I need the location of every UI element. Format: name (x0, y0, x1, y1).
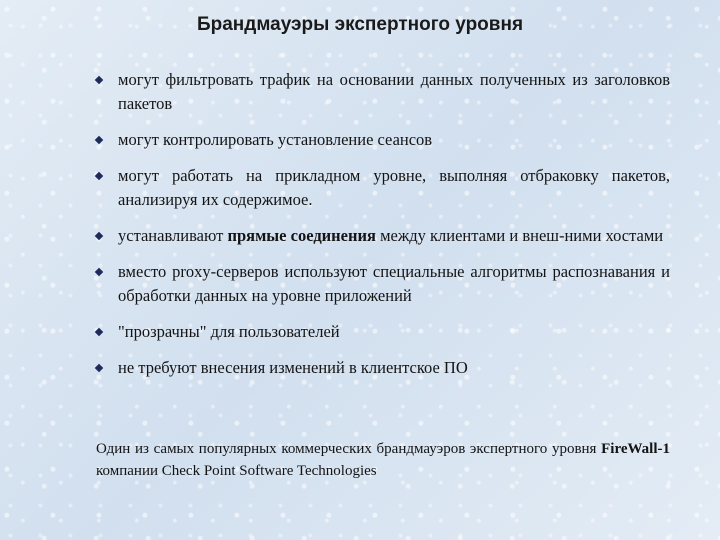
list-item (96, 356, 670, 380)
slide-title: Брандмауэры экспертного уровня (196, 14, 524, 35)
list-item (96, 320, 670, 344)
list-item (96, 164, 670, 212)
footer-text-after: компании Check Point Software Technologies (96, 463, 377, 479)
bullet-text-before: устанавливают (118, 226, 228, 245)
diamond-bullet-icon (95, 328, 103, 336)
bullet-text: вместо proxy-серверов используют специальные алгоритмы распознавания и обработки данных на уровне приложений (118, 262, 670, 305)
diamond-bullet-icon (95, 136, 103, 144)
bullet-text: могут фильтровать трафик на основании данных полученных из заголовков пакетов (118, 70, 670, 113)
list-item (96, 260, 670, 308)
footer-note (96, 438, 670, 482)
bullet-text: могут работать на прикладном уровне, выполняя отбраковку пакетов, анализируя их содержимое. (118, 166, 670, 209)
diamond-bullet-icon (95, 76, 103, 84)
list-item (96, 128, 670, 152)
diamond-bullet-icon (95, 364, 103, 372)
bullet-text-after: между клиентами и внеш-ними хостами (375, 226, 664, 245)
list-item (96, 68, 670, 116)
diamond-bullet-icon (95, 172, 103, 180)
bullet-text: "прозрачны" для пользователей (118, 322, 340, 341)
bullet-text-bold: прямые соединения (227, 226, 376, 245)
list-item (96, 224, 670, 248)
footer-product-name: FireWall-1 (601, 441, 670, 457)
footer-text-before: Один из самых популярных коммерческих брандмауэров экспертного уровня (96, 441, 602, 457)
bullet-text: не требуют внесения изменений в клиентское ПО (118, 358, 468, 377)
bullet-list (96, 68, 670, 392)
bullet-text: могут контролировать установление сеансов (118, 130, 433, 149)
diamond-bullet-icon (95, 268, 103, 276)
diamond-bullet-icon (95, 232, 103, 240)
